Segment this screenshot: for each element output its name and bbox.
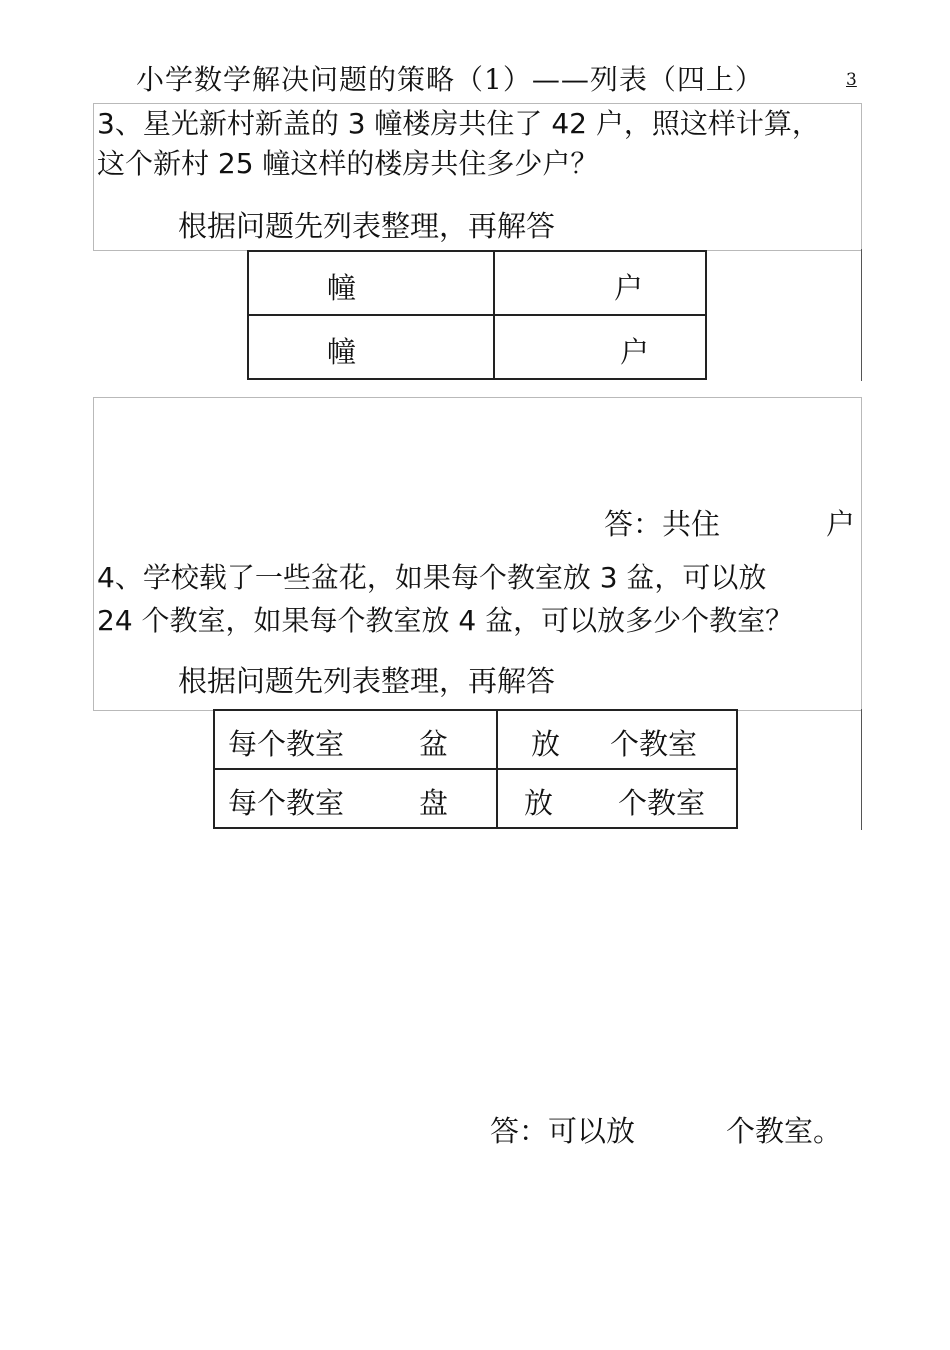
unit-label: 户: [614, 271, 644, 305]
table-cell[interactable]: [497, 710, 737, 769]
table-cell[interactable]: [497, 769, 737, 828]
unit-label: 个教室: [610, 727, 698, 761]
table-cell[interactable]: [214, 710, 497, 769]
cell-label: 每个教室: [228, 786, 345, 820]
unit-label: 盘: [419, 786, 449, 820]
problem-4-table: [213, 709, 738, 829]
unit-label: 幢: [327, 271, 357, 305]
cell-label: 每个教室: [228, 727, 345, 761]
unit-label: 个教室: [618, 786, 706, 820]
table-cell[interactable]: [248, 315, 494, 379]
problem-3-line-1: 3、星光新村新盖的 3 幢楼房共住了 42 户，照这样计算，: [97, 107, 820, 140]
cell-label: 放: [524, 786, 554, 820]
problem-4-line-2: 24 个教室，如果每个教室放 4 盆，可以放多少个教室？: [97, 604, 794, 637]
problem-4-answer-prefix: 答：可以放: [490, 1114, 636, 1148]
table-row: [214, 710, 737, 769]
page-number: 3: [846, 70, 857, 90]
table-cell[interactable]: [214, 769, 497, 828]
page-title: 小学数学解决问题的策略（1）——列表（四上）: [136, 63, 764, 96]
unit-label: 户: [620, 335, 650, 369]
right-margin-line: [861, 249, 862, 381]
problem-4-line-1: 4、学校载了一些盆花，如果每个教室放 3 盆，可以放: [97, 561, 767, 594]
table-row: [248, 251, 706, 315]
problem-3-line-2: 这个新村 25 幢这样的楼房共住多少户？: [97, 147, 599, 180]
problem-3-answer-unit: 户: [826, 507, 856, 541]
table-cell[interactable]: [494, 315, 706, 379]
cell-label: 放: [531, 727, 561, 761]
problem-3-answer-prefix: 答：共住: [604, 507, 721, 541]
right-margin-line: [861, 709, 862, 830]
unit-label: 盆: [419, 727, 449, 761]
problem-4-instruction: 根据问题先列表整理，再解答: [178, 664, 556, 698]
table-row: [214, 769, 737, 828]
table-cell[interactable]: [248, 251, 494, 315]
table-cell[interactable]: [494, 251, 706, 315]
table-row: [248, 315, 706, 379]
unit-label: 幢: [327, 335, 357, 369]
problem-3-instruction: 根据问题先列表整理，再解答: [178, 209, 556, 243]
problem-4-answer-unit: 个教室。: [726, 1114, 843, 1148]
problem-3-table: [247, 250, 707, 380]
